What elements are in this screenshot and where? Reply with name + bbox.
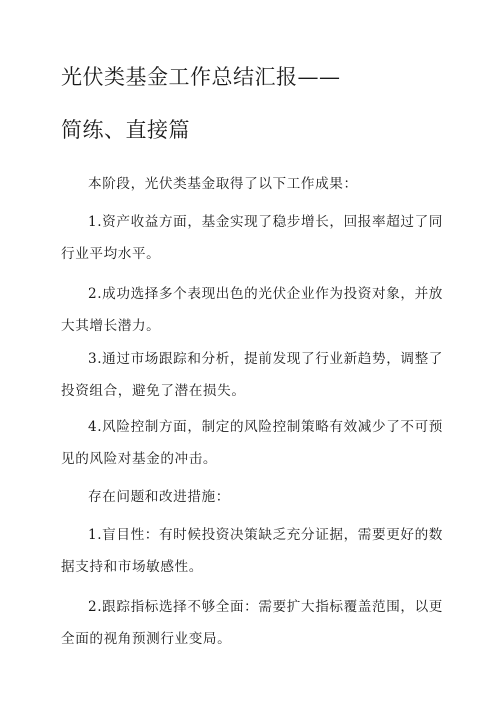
document-title-line-1: 光伏类基金工作总结汇报—— <box>61 65 341 89</box>
intro-paragraph: 本阶段，光伏类基金取得了以下工作成果： <box>88 176 358 192</box>
achievement-item-4: 4.风险控制方面，制定的风险控制策略有效减少了不可预见的风险对基金的冲击。 <box>61 419 443 467</box>
document-title-line-2: 简练、直接篇 <box>61 118 190 142</box>
issue-item-1: 1.盲目性：有时候投资决策缺乏充分证据，需要更好的数据支持和市场敏感性。 <box>61 527 443 575</box>
achievement-item-2: 2.成功选择多个表现出色的光伏企业作为投资对象，并放大其增长潜力。 <box>61 286 443 334</box>
achievement-item-1: 1.资产收益方面，基金实现了稳步增长，回报率超过了同行业平均水平。 <box>61 214 443 262</box>
issues-heading: 存在问题和改进措施： <box>88 489 230 505</box>
achievement-item-3: 3.通过市场跟踪和分析，提前发现了行业新趋势，调整了投资组合，避免了潜在损失。 <box>61 351 443 399</box>
issue-item-2: 2.跟踪指标选择不够全面：需要扩大指标覆盖范围，以更全面的视角预测行业变局。 <box>61 599 443 647</box>
